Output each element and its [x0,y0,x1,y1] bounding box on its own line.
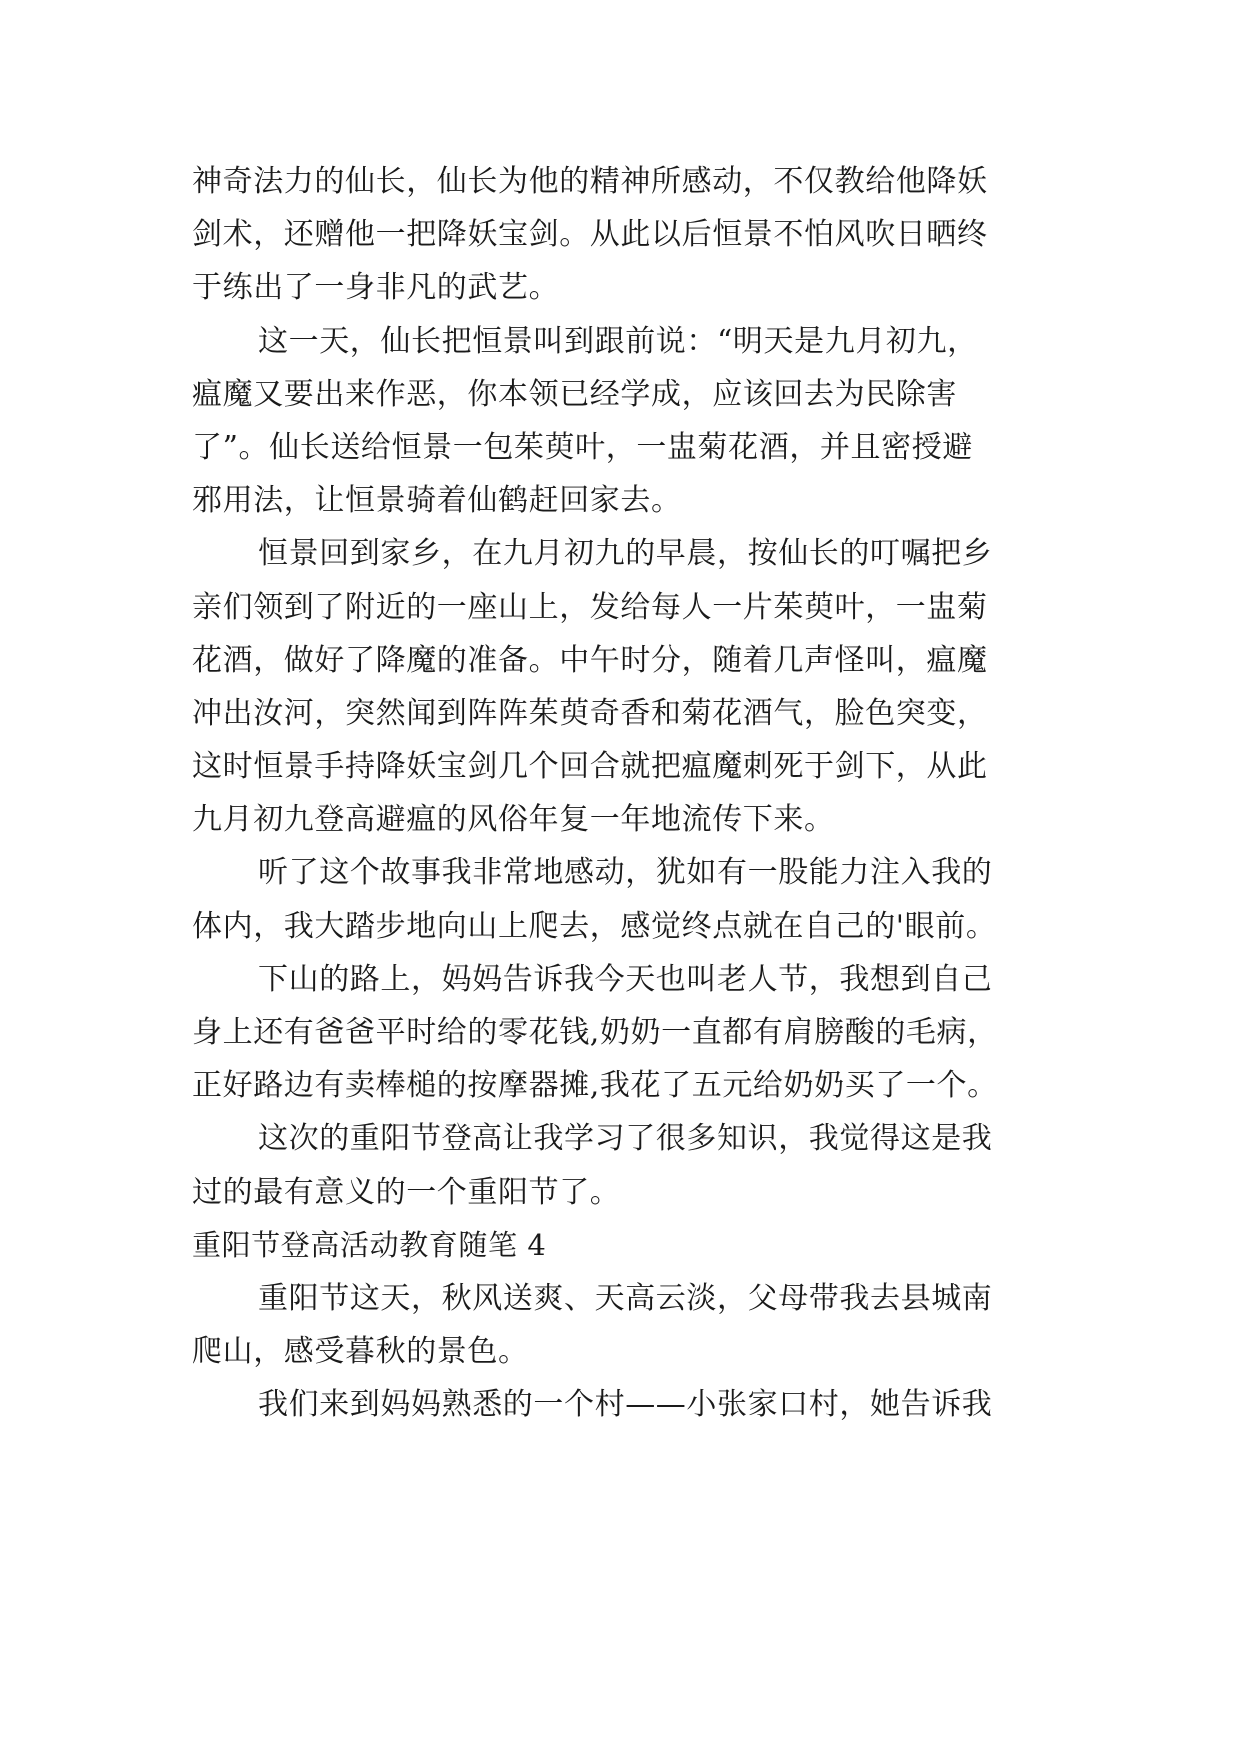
text-line: 下山的路上，妈妈告诉我今天也叫老人节，我想到自己 [258,961,993,997]
text-line: 这次的重阳节登高让我学习了很多知识，我觉得这是我 [258,1121,993,1157]
text-line: 瘟魔又要出来作恶，你本领已经学成，应该回去为民除害 [192,376,957,412]
text-line: 剑术，还赠他一把降妖宝剑。从此以后恒景不怕风吹日晒终 [192,217,988,253]
text-line: 身上还有爸爸平时给的零花钱,奶奶一直都有肩膀酸的毛病， [192,1015,998,1050]
text-line: 神奇法力的仙长，仙长为他的精神所感动，不仅教给他降妖 [192,164,988,199]
text-line: 这时恒景手持降妖宝剑几个回合就把瘟魔刺死于剑下，从此 [192,749,988,785]
text-line: 冲出汝河，突然闻到阵阵茱萸奇香和菊花酒气，脸色突变， [192,695,988,731]
text-line: 爬山，感受暮秋的景色。 [192,1334,529,1370]
text-line: 花酒，做好了降魔的准备。中午时分，随着几声怪叫，瘟魔 [192,642,988,678]
text-line: 体内，我大踏步地向山上爬去，感觉终点就在自己的'眼前。 [192,908,997,944]
text-line: 听了这个故事我非常地感动，犹如有一股能力注入我的 [258,855,993,891]
text-line: 我们来到妈妈熟悉的一个村——小张家口村，她告诉我 [258,1387,993,1423]
section-heading: 重阳节登高活动教育随笔 4 [192,1227,547,1262]
text-line: 重阳节这天，秋风送爽、天高云淡，父母带我去县城南 [258,1280,993,1316]
text-line: 于练出了一身非凡的武艺。 [192,270,560,306]
text-line: 了”。仙长送给恒景一包茱萸叶，一盅菊花酒，并且密授避 [192,429,973,465]
text-line: 过的最有意义的一个重阳节了。 [192,1174,621,1210]
text-line: 恒景回到家乡，在九月初九的早晨，按仙长的叮嘱把乡 [258,536,993,572]
text-line: 亲们领到了附近的一座山上，发给每人一片茱萸叶，一盅菊 [192,589,988,625]
text-line: 九月初九登高避瘟的风俗年复一年地流传下来。 [192,802,835,838]
text-line: 这一天，仙长把恒景叫到跟前说：“明天是九月初九， [258,323,978,359]
text-line: 正好路边有卖棒槌的按摩器摊,我花了五元给奶奶买了一个。 [192,1068,998,1104]
document-body [192,155,1052,1432]
text-line: 邪用法，让恒景骑着仙鹤赶回家去。 [192,483,682,519]
